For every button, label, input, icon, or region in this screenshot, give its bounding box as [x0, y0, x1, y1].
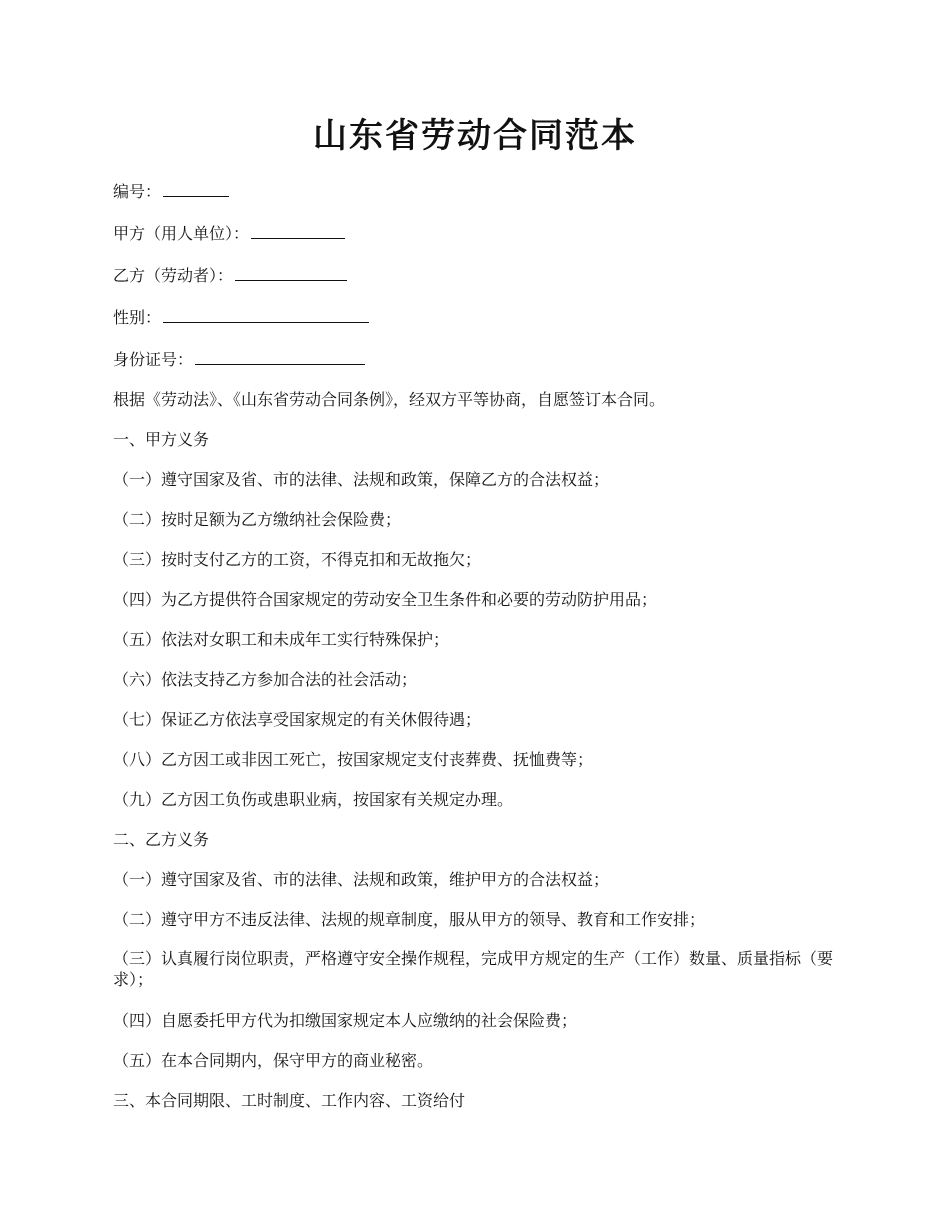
gender-blank: [163, 304, 369, 323]
party-a-field-row: [113, 220, 843, 246]
section-1-item: （一）遵守国家及省、市的法律、法规和政策，保障乙方的合法权益；: [113, 470, 610, 489]
section-1-item: （四）为乙方提供符合国家规定的劳动安全卫生条件和必要的劳动防护用品；: [113, 590, 658, 609]
section-2-item: （三）认真履行岗位职责，严格遵守安全操作规程，完成甲方规定的生产（工作）数量、质量指标（要求）；: [113, 949, 834, 989]
section-1-item: （五）依法对女职工和未成年工实行特殊保护；: [113, 630, 450, 649]
number-label: 编号：: [113, 182, 162, 201]
id-field-row: [113, 346, 843, 372]
intro-paragraph: 根据《劳动法》、《山东省劳动合同条例》，经双方平等协商，自愿签订本合同。: [113, 390, 666, 409]
gender-label: 性别：: [113, 308, 162, 327]
document-title: 山东省劳动合同范本: [313, 116, 637, 156]
section-1-item: （六）依法支持乙方参加合法的社会活动；: [113, 670, 418, 689]
section-2-item: （四）自愿委托甲方代为扣缴国家规定本人应缴纳的社会保险费；: [113, 1011, 578, 1030]
section-2-heading: 二、乙方义务: [113, 830, 210, 849]
section-1-item: （九）乙方因工负伤或患职业病，按国家有关规定办理。: [113, 790, 514, 809]
section-1-heading: 一、甲方义务: [113, 430, 210, 449]
section-1-item: （八）乙方因工或非因工死亡，按国家规定支付丧葬费、抚恤费等；: [113, 750, 594, 769]
section-1-item: （二）按时足额为乙方缴纳社会保险费；: [113, 510, 402, 529]
gender-field-row: [113, 304, 843, 330]
section-1-item: （七）保证乙方依法享受国家规定的有关休假待遇；: [113, 710, 482, 729]
party-a-blank: [251, 220, 345, 239]
number-blank: [163, 178, 229, 197]
document-body: [113, 178, 843, 1129]
party-b-blank: [235, 262, 347, 281]
id-label: 身份证号：: [113, 350, 194, 369]
party-b-field-row: [113, 262, 843, 288]
section-2-item: （二）遵守甲方不违反法律、法规的规章制度，服从甲方的领导、教育和工作安排；: [113, 910, 706, 929]
section-2-item: （一）遵守国家及省、市的法律、法规和政策，维护甲方的合法权益；: [113, 870, 610, 889]
section-1-item: （三）按时支付乙方的工资，不得克扣和无故拖欠；: [113, 550, 482, 569]
party-a-label: 甲方（用人单位）：: [113, 224, 250, 243]
section-2-item: （五）在本合同期内，保守甲方的商业秘密。: [113, 1051, 434, 1070]
party-b-label: 乙方（劳动者）：: [113, 266, 234, 285]
section-3-heading: 三、本合同期限、工时制度、工作内容、工资给付: [113, 1091, 466, 1110]
id-blank: [195, 346, 365, 365]
number-field-row: [113, 178, 843, 204]
